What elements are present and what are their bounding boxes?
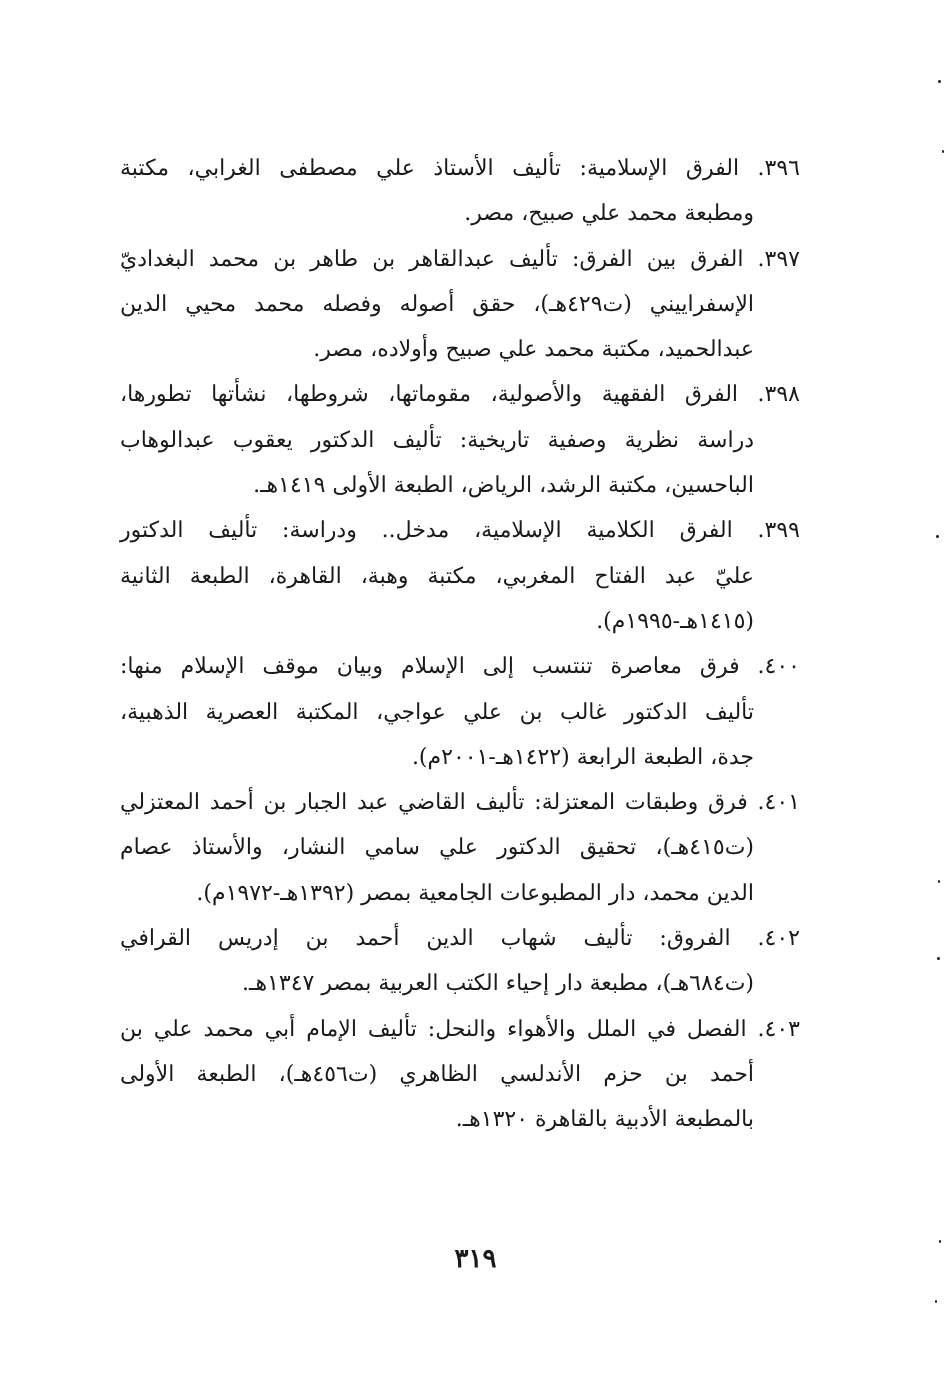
entry-line: الباحسين، مكتبة الرشد، الرياض، الطبعة الأولى ١٤١٩هـ. (253, 473, 754, 499)
entry-line: بالمطبعة الأدبية بالقاهرة ١٣٢٠هـ. (455, 1107, 754, 1133)
entry-line: ٣٩٩. الفرق الكلامية الإسلامية، مدخل.. ودراسة: تأليف الدكتور (120, 518, 800, 544)
entry-line: (ت٦٨٤هـ)، مطبعة دار إحياء الكتب العربية بمصر ١٣٤٧هـ. (242, 971, 754, 997)
entry-line: تأليف الدكتور غالب بن علي عواجي، المكتبة العصرية الذهبية، (120, 699, 754, 725)
entry-line: أحمد بن حزم الأندلسي الظاهري (ت٤٥٦هـ)، الطبعة الأولى (120, 1061, 754, 1087)
entry-line: ٤٠٢. الفروق: تأليف شهاب الدين أحمد بن إدريس القرافي (120, 926, 800, 952)
entry-line: عبدالحميد، مكتبة محمد علي صبيح وأولاده، مصر. (313, 337, 754, 363)
entry-line: ٤٠١. فرق وطبقات المعتزلة: تأليف القاضي عبد الجبار بن أحمد المعتزلي (120, 790, 800, 816)
bibliography-list (120, 146, 800, 1143)
entry-line: ٤٠٠. فرق معاصرة تنتسب إلى الإسلام وبيان موقف الإسلام منها: (120, 654, 800, 680)
entry-line: (ت٤١٥هـ)، تحقيق الدكتور علي سامي النشار، والأستاذ عصام (120, 835, 754, 861)
scan-speck (937, 957, 940, 960)
entry-line: جدة، الطبعة الرابعة (١٤٢٢هـ-٢٠٠١م). (411, 744, 754, 770)
bibliography-entry (120, 916, 800, 1007)
entry-line: ٣٩٦. الفرق الإسلامية: تأليف الأستاذ علي مصطفى الغرابي، مكتبة (120, 156, 800, 181)
scan-speck (938, 80, 941, 83)
entry-line: ٣٩٧. الفرق بين الفرق: تأليف عبدالقاهر بن طاهر بن محمد البغداديّ (120, 246, 800, 272)
page-number: ٣١٩ (454, 1244, 497, 1274)
entry-line: ٤٠٣. الفصل في الملل والأهواء والنحل: تأليف الإمام أبي محمد علي بن (120, 1016, 800, 1042)
bibliography-entry (120, 508, 800, 644)
scan-speck (938, 880, 940, 883)
scan-speck (935, 1300, 937, 1303)
entry-line: الدين محمد، دار المطبوعات الجامعية بمصر (١٣٩٢هـ-١٩٧٢م). (196, 880, 754, 906)
bibliography-entry (120, 780, 800, 916)
entry-line: عليّ عبد الفتاح المغربي، مكتبة وهبة، القاهرة، الطبعة الثانية (120, 563, 754, 589)
entry-line: دراسة نظرية وصفية تاريخية: تأليف الدكتور يعقوب عبدالوهاب (120, 427, 754, 453)
scan-speck (942, 150, 944, 153)
bibliography-entry (120, 372, 800, 508)
bibliography-entry (120, 644, 800, 780)
entry-line: (١٤١٥هـ-١٩٩٥م). (596, 608, 754, 634)
bibliography-entry (120, 1007, 800, 1143)
entry-line: ومطبعة محمد علي صبيح، مصر. (464, 201, 754, 227)
scan-speck (939, 1240, 941, 1243)
bibliography-entry (120, 146, 800, 237)
scan-speck (936, 535, 939, 538)
entry-line: الإسفراييني (ت٤٢٩هـ)، حقق أصوله وفصله محمد محيي الدين (120, 291, 754, 317)
bibliography-entry (120, 237, 800, 373)
entry-line: ٣٩٨. الفرق الفقهية والأصولية، مقوماتها، شروطها، نشأتها تطورها، (120, 382, 800, 408)
